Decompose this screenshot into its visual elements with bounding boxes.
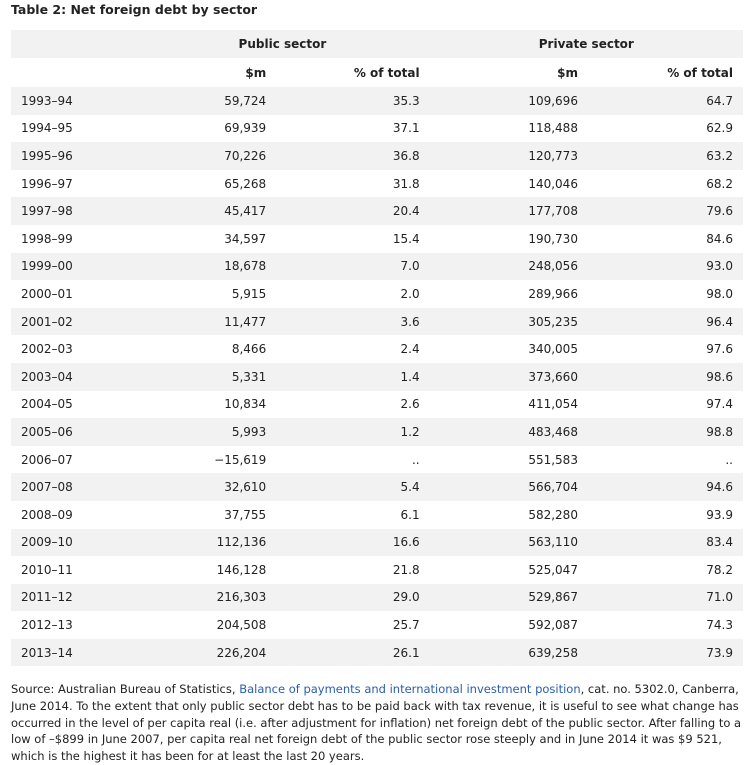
- private-pct-cell: 98.0: [588, 280, 743, 308]
- private-pct-cell: 71.0: [588, 584, 743, 612]
- table-row: [11, 363, 743, 391]
- public-m-cell: 37,755: [135, 501, 276, 529]
- sub-header-year: [11, 58, 135, 87]
- year-cell: 1996–97: [11, 170, 135, 198]
- public-pct-cell: 20.4: [276, 197, 429, 225]
- public-m-cell: 70,226: [135, 142, 276, 170]
- private-m-cell: 177,708: [430, 197, 588, 225]
- table-row: [11, 584, 743, 612]
- table-row: [11, 473, 743, 501]
- table-row: [11, 308, 743, 336]
- private-m-cell: 566,704: [430, 473, 588, 501]
- table-row: [11, 418, 743, 446]
- year-cell: 2000–01: [11, 280, 135, 308]
- public-pct-cell: 2.4: [276, 335, 429, 363]
- private-pct-cell: 74.3: [588, 611, 743, 639]
- year-cell: 2011–12: [11, 584, 135, 612]
- private-m-cell: 305,235: [430, 308, 588, 336]
- public-m-cell: 112,136: [135, 529, 276, 557]
- public-m-cell: 18,678: [135, 253, 276, 281]
- table-row: [11, 280, 743, 308]
- private-pct-cell: 98.6: [588, 363, 743, 391]
- public-pct-cell: ..: [276, 446, 429, 474]
- public-m-cell: 146,128: [135, 556, 276, 584]
- public-m-cell: 5,915: [135, 280, 276, 308]
- public-sector-header: Public sector: [135, 30, 429, 58]
- table-row: [11, 446, 743, 474]
- public-m-cell: 204,508: [135, 611, 276, 639]
- public-pct-cell: 1.2: [276, 418, 429, 446]
- table-row: [11, 225, 743, 253]
- source-suffix: , cat. no. 5302.0, Canberra, June 2014. To the extent that only public sector debt has to be paid back with tax revenue, it is useful to see what change has occurred in the level of per capita real (i.e. after adjustment for inflation) net foreign debt of the public sector. After falling to a low of –$899 in June 2007, per capita real net foreign debt of the public sector rose steeply and in June 2014 it was $9 521, which is the highest it has been for at least the last 20 years.: [11, 682, 742, 764]
- table-row: [11, 556, 743, 584]
- public-m-cell: 34,597: [135, 225, 276, 253]
- private-m-cell: 551,583: [430, 446, 588, 474]
- sub-header-row: [11, 58, 743, 87]
- public-pct-cell: 2.0: [276, 280, 429, 308]
- public-pct-cell: 5.4: [276, 473, 429, 501]
- private-m-cell: 483,468: [430, 418, 588, 446]
- year-cell: 2008–09: [11, 501, 135, 529]
- year-cell: 1994–95: [11, 115, 135, 143]
- public-pct-cell: 15.4: [276, 225, 429, 253]
- public-pct-cell: 7.0: [276, 253, 429, 281]
- source-link[interactable]: Balance of payments and international investment position: [239, 682, 581, 696]
- public-pct-cell: 3.6: [276, 308, 429, 336]
- private-m-cell: 373,660: [430, 363, 588, 391]
- year-cell: 1998–99: [11, 225, 135, 253]
- private-m-cell: 248,056: [430, 253, 588, 281]
- table-body: [11, 87, 743, 666]
- table-title: Table 2: Net foreign debt by sector: [11, 2, 258, 17]
- private-m-cell: 340,005: [430, 335, 588, 363]
- private-m-cell: 120,773: [430, 142, 588, 170]
- group-header-row: [11, 30, 743, 58]
- public-pct-cell: 37.1: [276, 115, 429, 143]
- table-row: [11, 253, 743, 281]
- year-cell: 2010–11: [11, 556, 135, 584]
- public-pct-cell: 16.6: [276, 529, 429, 557]
- year-cell: 2013–14: [11, 639, 135, 667]
- public-pct-cell: 6.1: [276, 501, 429, 529]
- public-m-cell: 10,834: [135, 391, 276, 419]
- public-m-cell: −15,619: [135, 446, 276, 474]
- public-pct-cell: 35.3: [276, 87, 429, 115]
- private-pct-cell: 94.6: [588, 473, 743, 501]
- sub-header-private-m: $m: [430, 58, 588, 87]
- table-row: [11, 639, 743, 667]
- private-pct-cell: 79.6: [588, 197, 743, 225]
- public-pct-cell: 25.7: [276, 611, 429, 639]
- public-m-cell: 5,993: [135, 418, 276, 446]
- table-row: [11, 197, 743, 225]
- private-m-cell: 289,966: [430, 280, 588, 308]
- public-m-cell: 69,939: [135, 115, 276, 143]
- private-m-cell: 592,087: [430, 611, 588, 639]
- public-m-cell: 226,204: [135, 639, 276, 667]
- public-m-cell: 216,303: [135, 584, 276, 612]
- public-pct-cell: 31.8: [276, 170, 429, 198]
- private-pct-cell: 84.6: [588, 225, 743, 253]
- private-m-cell: 525,047: [430, 556, 588, 584]
- private-pct-cell: 73.9: [588, 639, 743, 667]
- empty-header-cell: [11, 30, 135, 58]
- private-pct-cell: 96.4: [588, 308, 743, 336]
- private-m-cell: 529,867: [430, 584, 588, 612]
- private-pct-cell: 93.9: [588, 501, 743, 529]
- source-note: [11, 681, 743, 765]
- private-m-cell: 140,046: [430, 170, 588, 198]
- source-prefix: Source: Australian Bureau of Statistics,: [11, 682, 240, 696]
- private-pct-cell: 64.7: [588, 87, 743, 115]
- private-pct-cell: 68.2: [588, 170, 743, 198]
- table-row: [11, 142, 743, 170]
- public-pct-cell: 29.0: [276, 584, 429, 612]
- year-cell: 1999–00: [11, 253, 135, 281]
- public-pct-cell: 36.8: [276, 142, 429, 170]
- public-pct-cell: 2.6: [276, 391, 429, 419]
- year-cell: 1997–98: [11, 197, 135, 225]
- year-cell: 2003–04: [11, 363, 135, 391]
- table-row: [11, 87, 743, 115]
- table-row: [11, 529, 743, 557]
- public-m-cell: 45,417: [135, 197, 276, 225]
- private-pct-cell: 93.0: [588, 253, 743, 281]
- year-cell: 2005–06: [11, 418, 135, 446]
- year-cell: 2001–02: [11, 308, 135, 336]
- table-row: [11, 611, 743, 639]
- private-sector-header: Private sector: [430, 30, 743, 58]
- public-m-cell: 59,724: [135, 87, 276, 115]
- debt-table: [11, 30, 743, 666]
- public-m-cell: 65,268: [135, 170, 276, 198]
- year-cell: 2002–03: [11, 335, 135, 363]
- public-m-cell: 32,610: [135, 473, 276, 501]
- private-m-cell: 411,054: [430, 391, 588, 419]
- year-cell: 1995–96: [11, 142, 135, 170]
- sub-header-private-pct: % of total: [588, 58, 743, 87]
- private-pct-cell: 78.2: [588, 556, 743, 584]
- private-m-cell: 109,696: [430, 87, 588, 115]
- private-m-cell: 639,258: [430, 639, 588, 667]
- private-m-cell: 190,730: [430, 225, 588, 253]
- private-pct-cell: 97.4: [588, 391, 743, 419]
- public-m-cell: 8,466: [135, 335, 276, 363]
- public-m-cell: 5,331: [135, 363, 276, 391]
- table-row: [11, 115, 743, 143]
- private-m-cell: 118,488: [430, 115, 588, 143]
- public-pct-cell: 1.4: [276, 363, 429, 391]
- year-cell: 2006–07: [11, 446, 135, 474]
- sub-header-public-m: $m: [135, 58, 276, 87]
- private-pct-cell: 62.9: [588, 115, 743, 143]
- table-row: [11, 501, 743, 529]
- public-pct-cell: 21.8: [276, 556, 429, 584]
- table-row: [11, 391, 743, 419]
- table-row: [11, 170, 743, 198]
- private-pct-cell: 83.4: [588, 529, 743, 557]
- private-m-cell: 563,110: [430, 529, 588, 557]
- public-m-cell: 11,477: [135, 308, 276, 336]
- private-pct-cell: 97.6: [588, 335, 743, 363]
- year-cell: 2012–13: [11, 611, 135, 639]
- private-pct-cell: ..: [588, 446, 743, 474]
- table-row: [11, 335, 743, 363]
- year-cell: 2009–10: [11, 529, 135, 557]
- public-pct-cell: 26.1: [276, 639, 429, 667]
- private-pct-cell: 63.2: [588, 142, 743, 170]
- year-cell: 2007–08: [11, 473, 135, 501]
- private-m-cell: 582,280: [430, 501, 588, 529]
- year-cell: 2004–05: [11, 391, 135, 419]
- sub-header-public-pct: % of total: [276, 58, 429, 87]
- private-pct-cell: 98.8: [588, 418, 743, 446]
- year-cell: 1993–94: [11, 87, 135, 115]
